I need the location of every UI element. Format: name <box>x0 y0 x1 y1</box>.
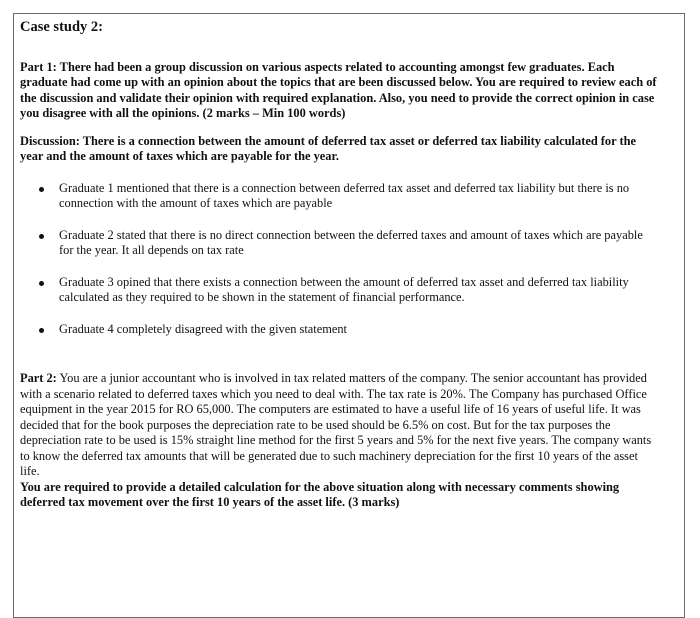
part2-label: Part 2: <box>20 371 57 385</box>
list-item <box>20 322 660 338</box>
part1-instructions: Part 1: There had been a group discussion on various aspects related to accounting amongst few graduates. Each graduate had come up with an opinion about the topics that are been discussed below. You are required to review each of the discussion and validate their opinion with required explanation. Also, you need to provide the correct opinion in case you disagree with all the opinions. (2 marks – Min 100 words) <box>20 59 657 120</box>
list-item <box>20 275 660 306</box>
case-study-title: Case study 2: <box>20 19 103 35</box>
bullet-icon <box>39 328 44 333</box>
graduate-1-opinion: Graduate 1 mentioned that there is a connection between deferred tax asset and deferred tax liability but there is no connection with the amount of taxes which are payable <box>59 180 630 210</box>
graduate-3-opinion: Graduate 3 opined that there exists a connection between the amount of deferred tax asset and deferred tax liability calculated as they required to be shown in the statement of financial performance. <box>59 274 629 304</box>
bullet-icon <box>39 281 44 286</box>
part2-scenario: You are a junior accountant who is involved in tax related matters of the company. The senior accountant has provided with a scenario related to deferred taxes which you need to deal with. The tax rate is 20%. The Company has purchased Office equipment in the year 2015 for RO 65,000. The computers are estimated to have a useful life of 16 years of useful life. It was decided that for the book purposes the depreciation rate to be used should be 6.5% on cost. But for the tax purposes the depreciation rate to be used is 15% straight line method for the first 5 years and 5% for the next five years. The company wants to know the deferred tax amounts that will be generated due to such machinery depreciation for the first 10 years of the asset life. <box>20 371 652 478</box>
graduate-2-opinion: Graduate 2 stated that there is no direct connection between the deferred taxes and amount of taxes which are payable for the year. It all depends on tax rate <box>59 227 643 257</box>
bullet-icon <box>39 187 44 192</box>
list-item <box>20 228 660 259</box>
bullet-icon <box>39 234 44 239</box>
document-content <box>20 20 660 511</box>
part2-requirement: You are required to provide a detailed calculation for the above situation along with necessary comments showing deferred tax movement over the first 10 years of the asset life. (3 marks) <box>20 479 620 509</box>
graduate-opinions-list <box>20 181 660 338</box>
graduate-4-opinion: Graduate 4 completely disagreed with the given statement <box>59 321 347 336</box>
list-item <box>20 181 660 212</box>
discussion-statement: Discussion: There is a connection between the amount of deferred tax asset or deferred tax liability calculated for the year and the amount of taxes which are payable for the year. <box>20 133 637 163</box>
part2-section <box>20 371 660 511</box>
